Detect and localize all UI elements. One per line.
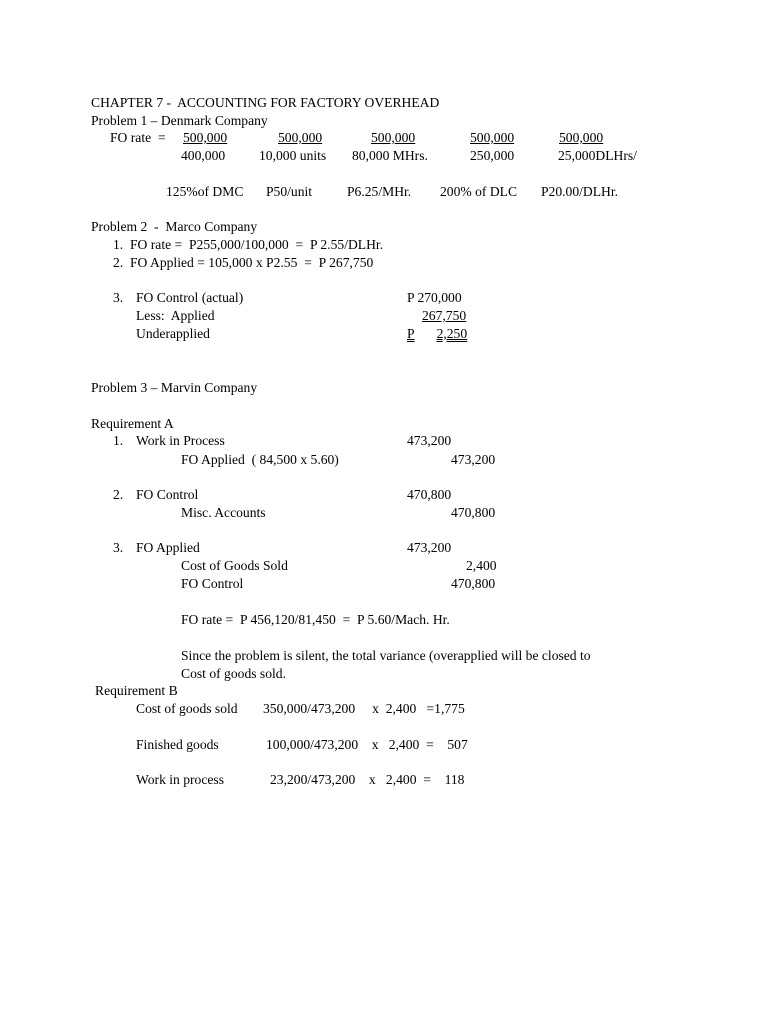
allocation-fg-label: Finished goods — [136, 737, 219, 752]
entry-3-credit-2: FO Control — [181, 576, 244, 591]
rate-result: P50/unit — [266, 184, 313, 199]
rate-result: P6.25/MHr. — [347, 184, 412, 199]
problem-2-heading: Problem 2 - Marco Company — [91, 219, 258, 234]
entry-3-debit-amount: 473,200 — [407, 540, 452, 555]
allocation-wip-label: Work in process — [136, 772, 225, 787]
entry-3-number: 3. — [113, 540, 124, 555]
rate-numerator: 500,000 — [183, 130, 228, 145]
fo-rate-label: FO rate = — [110, 130, 166, 145]
entry-1-credit: FO Applied ( 84,500 x 5.60) — [181, 452, 339, 467]
allocation-fg-calc: 100,000/473,200 x 2,400 = 507 — [266, 737, 468, 752]
fo-control-label: FO Control (actual) — [136, 290, 244, 305]
applied-amount: 267,750 — [422, 308, 467, 323]
underapplied-amount: 2,250 — [436, 326, 468, 341]
entry-1-credit-amount: 473,200 — [451, 452, 496, 467]
rate-denominator: 25,000DLHrs/ — [558, 148, 637, 163]
currency-prefix: P — [407, 326, 415, 341]
p2-item-1: 1. FO rate = P255,000/100,000 = P 2.55/DLHr. — [113, 237, 384, 252]
allocation-cogs-label: Cost of goods sold — [136, 701, 238, 716]
rate-denominator: 10,000 units — [259, 148, 327, 163]
note-line-1: Since the problem is silent, the total variance (overapplied will be closed to — [181, 648, 591, 663]
entry-1-debit: Work in Process — [136, 433, 225, 448]
rate-numerator: 500,000 — [559, 130, 604, 145]
problem-3-heading: Problem 3 – Marvin Company — [91, 380, 258, 395]
chapter-title: CHAPTER 7 - ACCOUNTING FOR FACTORY OVERHEAD — [91, 95, 440, 110]
rate-result: P20.00/DLHr. — [541, 184, 619, 199]
problem-1-heading: Problem 1 – Denmark Company — [91, 113, 268, 128]
note-line-2: Cost of goods sold. — [181, 666, 286, 681]
rate-numerator: 500,000 — [470, 130, 515, 145]
p2-item-2: 2. FO Applied = 105,000 x P2.55 = P 267,750 — [113, 255, 374, 270]
fo-control-value: P 270,000 — [407, 290, 462, 305]
rate-denominator: 80,000 MHrs. — [352, 148, 428, 163]
rate-denominator: 400,000 — [181, 148, 226, 163]
applied-value — [407, 308, 466, 324]
requirement-a-heading: Requirement A — [91, 416, 174, 431]
entry-1-number: 1. — [113, 433, 124, 448]
applied-label: Less: Applied — [136, 308, 215, 323]
entry-3-credit-2-amount: 470,800 — [451, 576, 496, 591]
requirement-b-heading: Requirement B — [95, 683, 178, 698]
entry-2-debit-amount: 470,800 — [407, 487, 452, 502]
entry-2-debit: FO Control — [136, 487, 199, 502]
entry-3-debit: FO Applied — [136, 540, 200, 555]
rate-result: 125%of DMC — [166, 184, 244, 199]
entry-2-credit: Misc. Accounts — [181, 505, 266, 520]
rate-numerator: 500,000 — [278, 130, 323, 145]
fo-rate-computation: FO rate = P 456,120/81,450 = P 5.60/Mach. Hr. — [181, 612, 450, 627]
p2-item-3-number: 3. — [113, 290, 124, 305]
entry-3-credit-1: Cost of Goods Sold — [181, 558, 288, 573]
rate-denominator: 250,000 — [470, 148, 515, 163]
allocation-cogs-calc: 350,000/473,200 x 2,400 =1,775 — [263, 701, 465, 716]
entry-2-number: 2. — [113, 487, 124, 502]
rate-numerator: 500,000 — [371, 130, 416, 145]
underapplied-label: Underapplied — [136, 326, 210, 341]
entry-3-credit-1-amount: 2,400 — [466, 558, 497, 573]
rate-result: 200% of DLC — [440, 184, 518, 199]
allocation-wip-calc: 23,200/473,200 x 2,400 = 118 — [270, 772, 465, 787]
entry-2-credit-amount: 470,800 — [451, 505, 496, 520]
underapplied-value — [407, 326, 467, 342]
entry-1-debit-amount: 473,200 — [407, 433, 452, 448]
